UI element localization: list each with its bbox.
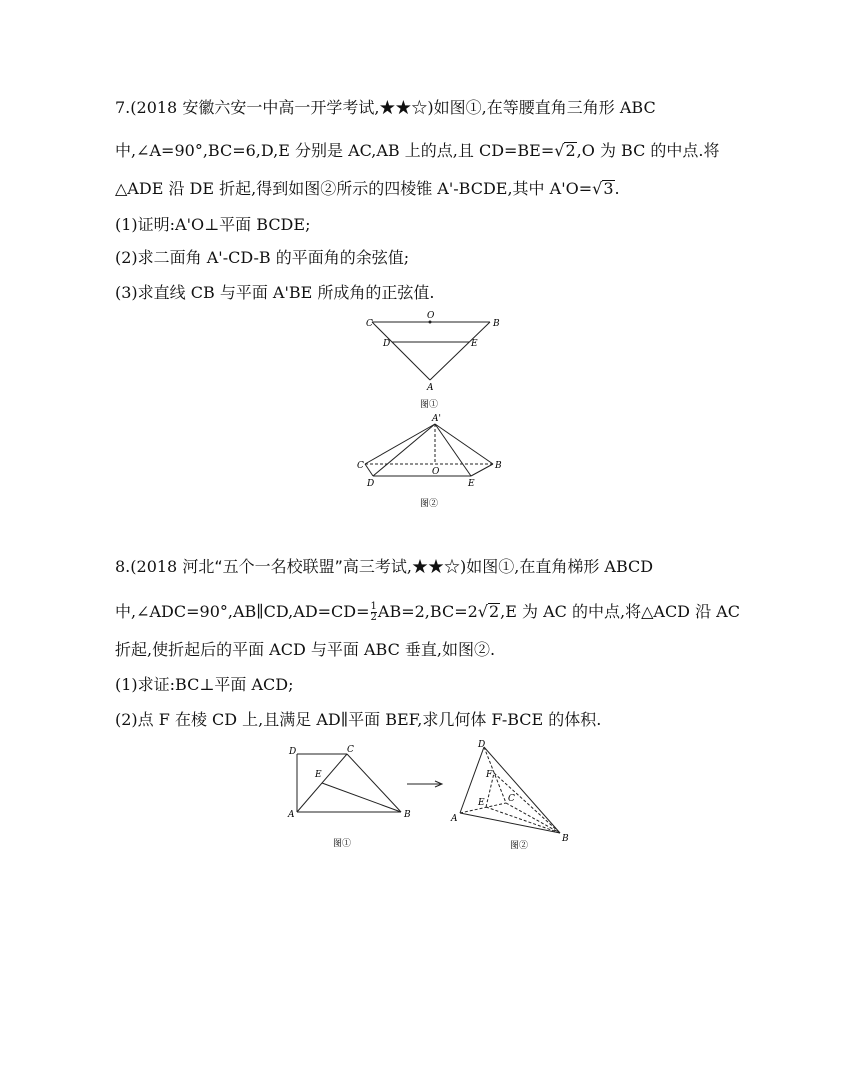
- p8-figure2: [448, 735, 578, 855]
- question-1: (1)求证:BC⊥平面 ACD;: [115, 675, 294, 694]
- problem8-line3: 折起,使折起后的平面 ACD 与平面 ABC 垂直,如图②.: [115, 640, 496, 659]
- fraction-denominator: 2: [370, 612, 377, 623]
- figure-caption: 图②: [420, 499, 439, 509]
- label-A: A: [427, 383, 434, 393]
- p8-figure1: [285, 742, 415, 854]
- text-segment: AB=2,BC=2: [377, 602, 478, 621]
- question-1: (1)证明:A'O⊥平面 BCDE;: [115, 215, 311, 234]
- segment-CB: [506, 803, 560, 833]
- problem-source: 安徽六安一中高一开学考试: [182, 98, 375, 117]
- segment-CD: [365, 464, 373, 476]
- label-B: B: [562, 834, 569, 844]
- label-E: E: [468, 479, 475, 489]
- label-C: C: [508, 794, 515, 804]
- problem7-heading: [115, 98, 656, 118]
- segment-EB: [322, 783, 401, 812]
- text-segment: ,O 为 BC 的中点.将: [576, 141, 720, 160]
- label-B: B: [404, 810, 411, 820]
- figure-caption: 图①: [420, 400, 439, 410]
- label-D: D: [383, 339, 391, 349]
- segment-A'D: [373, 424, 435, 476]
- label-B: B: [493, 319, 500, 329]
- problem7-line2: 中,∠A=90°,BC=6,D,E 分别是 AC,AB 上的点,且 CD=BE=√2,O 为 BC 的中点.将: [115, 141, 720, 160]
- problem-source: 河北“五个一名校联盟”高三考试: [182, 557, 407, 576]
- arrow-icon: [405, 778, 445, 790]
- label-D: D: [478, 740, 486, 750]
- question-2: (2)求二面角 A'-CD-B 的平面角的余弦值;: [115, 248, 410, 267]
- text-segment: ,E 为 AC 的中点,将△ACD 沿 AC: [500, 602, 740, 621]
- sqrt-radicand: 3: [603, 179, 614, 198]
- segment-A'B: [435, 424, 493, 464]
- label-D: D: [289, 747, 297, 757]
- fraction: [371, 602, 377, 623]
- segment-EB: [471, 464, 493, 476]
- label-A-prime: A': [432, 414, 441, 424]
- text-segment: 中,∠A=90°,BC=6,D,E 分别是 AC,AB 上的点,且 CD=BE=: [115, 141, 555, 160]
- label-A: A: [288, 810, 295, 820]
- problem-number: 7.(2018: [115, 98, 183, 117]
- label-C: C: [366, 319, 373, 329]
- problem-intro: 如图①,在直角梯形 ABCD: [466, 557, 654, 576]
- label-F: F: [486, 770, 493, 780]
- problem8-heading: [115, 557, 653, 577]
- label-C: C: [357, 461, 364, 471]
- segment-CB: [347, 754, 401, 812]
- label-E: E: [315, 770, 322, 780]
- label-E: E: [471, 339, 478, 349]
- difficulty-rating: ,★★☆): [406, 557, 467, 576]
- segment-CA: [372, 322, 430, 380]
- label-B: B: [495, 461, 502, 471]
- p7-figure1: [360, 310, 510, 410]
- question-3: (3)求直线 CB 与平面 A'BE 所成角的正弦值.: [115, 283, 435, 302]
- sqrt-radicand: 2: [565, 141, 576, 160]
- sqrt-radicand: 2: [488, 602, 500, 621]
- label-E: E: [478, 798, 485, 808]
- problem-number: 8.(2018: [115, 557, 183, 576]
- label-A: A: [451, 814, 458, 824]
- p7-figure2: [355, 412, 515, 512]
- label-O: O: [432, 467, 440, 477]
- problem7-line3: △ADE 沿 DE 折起,得到如图②所示的四棱锥 A'-BCDE,其中 A'O=√3.: [115, 179, 620, 198]
- figure-caption: 图①: [333, 839, 352, 849]
- segment-A'E: [435, 424, 471, 476]
- segment-A'C: [365, 424, 435, 464]
- text-segment: 中,∠ADC=90°,AB∥CD,AD=CD=: [115, 602, 370, 621]
- label-D: D: [367, 479, 375, 489]
- figure-caption: 图②: [510, 841, 529, 851]
- label-C: C: [347, 745, 354, 755]
- text-segment: .: [614, 179, 620, 198]
- question-2: (2)点 F 在棱 CD 上,且满足 AD∥平面 BEF,求几何体 F-BCE 的体积.: [115, 710, 602, 729]
- problem-intro: 如图①,在等腰直角三角形 ABC: [433, 98, 656, 117]
- label-O: O: [427, 311, 435, 321]
- fraction-numerator: 1: [370, 601, 377, 612]
- segment-BA: [430, 322, 490, 380]
- difficulty-rating: ,★★☆): [374, 98, 434, 117]
- text-segment: △ADE 沿 DE 折起,得到如图②所示的四棱锥 A'-BCDE,其中 A'O=: [115, 179, 593, 198]
- problem8-line2: 中,∠ADC=90°,AB∥CD,AD=CD= $\frac{1}{2}$ AB=2,BC=2√2,E 为 AC 的中点,将△ACD 沿 AC: [115, 601, 740, 623]
